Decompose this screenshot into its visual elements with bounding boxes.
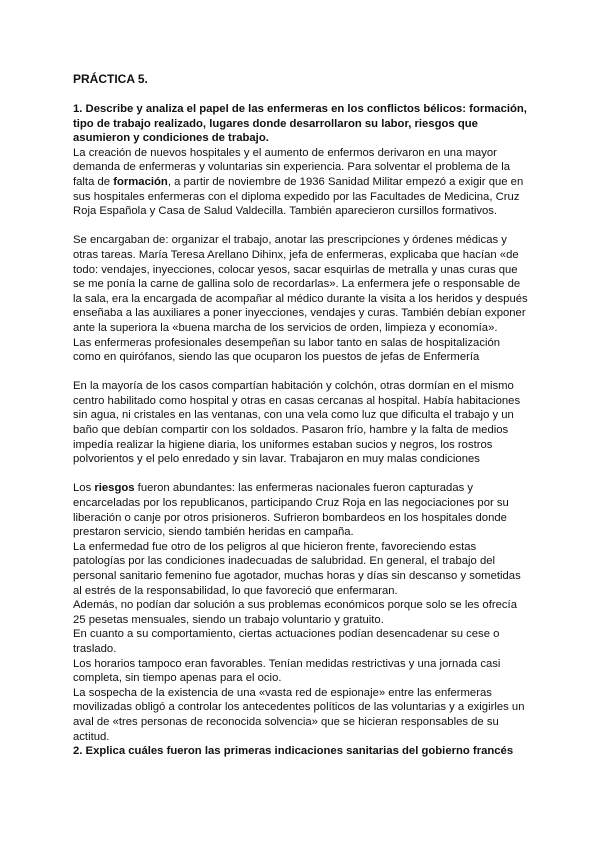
paragraph-economia: Además, no podían dar solución a sus problemas económicos porque solo se les ofrecía 25 pesetas mensuales, siendo un trabajo voluntario y gratuito.	[73, 599, 517, 626]
paragraph-text: La creación de nuevos hospitales y el aumento de enfermos derivaron en una mayor demanda de enfermeras y voluntarias sin experiencia. Para solventar el problema de la falta de	[73, 146, 511, 188]
paragraph-horarios: Los horarios tampoco eran favorables. Tenían medidas restrictivas y una jornada casi completa, sin tiempo apenas para el ocio.	[73, 657, 501, 685]
document-title: PRÁCTICA 5.	[73, 72, 148, 86]
bold-term-riesgos: riesgos	[94, 482, 135, 495]
paragraph-gap	[73, 467, 530, 482]
paragraph-enfermedad: La enfermedad fue otro de los peligros al que hicieron frente, favoreciendo estas patologías por las condiciones inadecuadas de salubridad. En general, el trabajo del personal sanitario femenino fue agotador, muchas horas y días sin descanso y sometidas al estrés de la responsabilidad, lo que favoreció que enfermaran.	[73, 540, 521, 597]
paragraph-condiciones: En la mayoría de los casos compartían habitación y colchón, otras dormían en el mismo centro habilitado como hospital y otras en casas cercanas al hospital. Había habitaciones sin agua, ni cristales en las ventanas, con una vela como luz que dificulta el trabajo y un baño que debían compartir con los soldados. Pasaron frío, hambre y la falta de medios impedía realizar la higiene diaria, los uniformes estaban sucios y negros, los rostros polvorientos y el pelo enredado y sin lavar. Trabajaron en muy malas condiciones	[73, 380, 521, 466]
paragraph-riesgos	[73, 481, 530, 539]
question-2: 2. Explica cuáles fueron las primeras indicaciones sanitarias del gobierno francés	[73, 745, 514, 758]
paragraph-comportamiento: En cuanto a su comportamiento, ciertas actuaciones podían desencadenar su cese o traslado.	[73, 628, 500, 655]
bold-term-formacion: formación	[113, 175, 168, 188]
paragraph-text: fueron abundantes: las enfermeras nacionales fueron capturadas y encarceladas por los republicanos, participando Cruz Roja en las negociaciones por su liberación o canje por otros prisioneros. Sufrieron bombardeos en los hospitales donde prestaron servicio, siendo también heridas en campaña.	[73, 482, 509, 539]
paragraph-text: Los	[73, 482, 95, 495]
paragraph-formacion	[73, 146, 530, 219]
paragraph-lugares: Las enfermeras profesionales desempeñan su labor tanto en salas de hospitalización como en quirófanos, siendo las que ocuparon los puestos de jefas de Enfermería	[73, 336, 501, 364]
paragraph-espionaje: La sospecha de la existencia de una «vasta red de espionaje» entre las enfermeras movilizadas obligó a controlar los antecedentes políticos de las voluntarias y a exigirles un aval de «tres personas de reconocida solvencia» que se hicieran responsables de su actitud.	[73, 686, 525, 743]
question-1: 1. Describe y analiza el papel de las enfermeras en los conflictos bélicos: formación, tipo de trabajo realizado, lugares donde desarrollaron su labor, riesgos que asumieron y condiciones de trabajo.	[73, 103, 527, 145]
paragraph-text: , a partir de noviembre de 1936 Sanidad Militar empezó a exigir que en sus hospitales enfermeras con el diploma expedido por las Facultades de Medicina, Cruz Roja Española y Casa de Salud Valdecilla. También aparecieron cursillos formativos.	[73, 175, 524, 218]
paragraph-gap	[73, 365, 530, 380]
paragraph-tareas: Se encargaban de: organizar el trabajo, anotar las prescripciones y órdenes médicas y otras tareas. María Teresa Arellano Dihinx, jefa de enfermeras, explicaba que hacían «de todo: vendajes, inyecciones, colocar yesos, sacar esquirlas de metralla y unas curas que se me ponía la carne de gallina solo de recordarlas». La enfermera jefe o responsable de la sala, era la encargada de acompañar al médico durante la visita a los heridos y después enseñaba a las auxiliares a poner inyecciones, vendajes y curas. También debían exponer ante la superiora la «buena marcha de los servicios de orden, limpieza y economía».	[73, 234, 528, 334]
paragraph-gap	[73, 219, 530, 234]
